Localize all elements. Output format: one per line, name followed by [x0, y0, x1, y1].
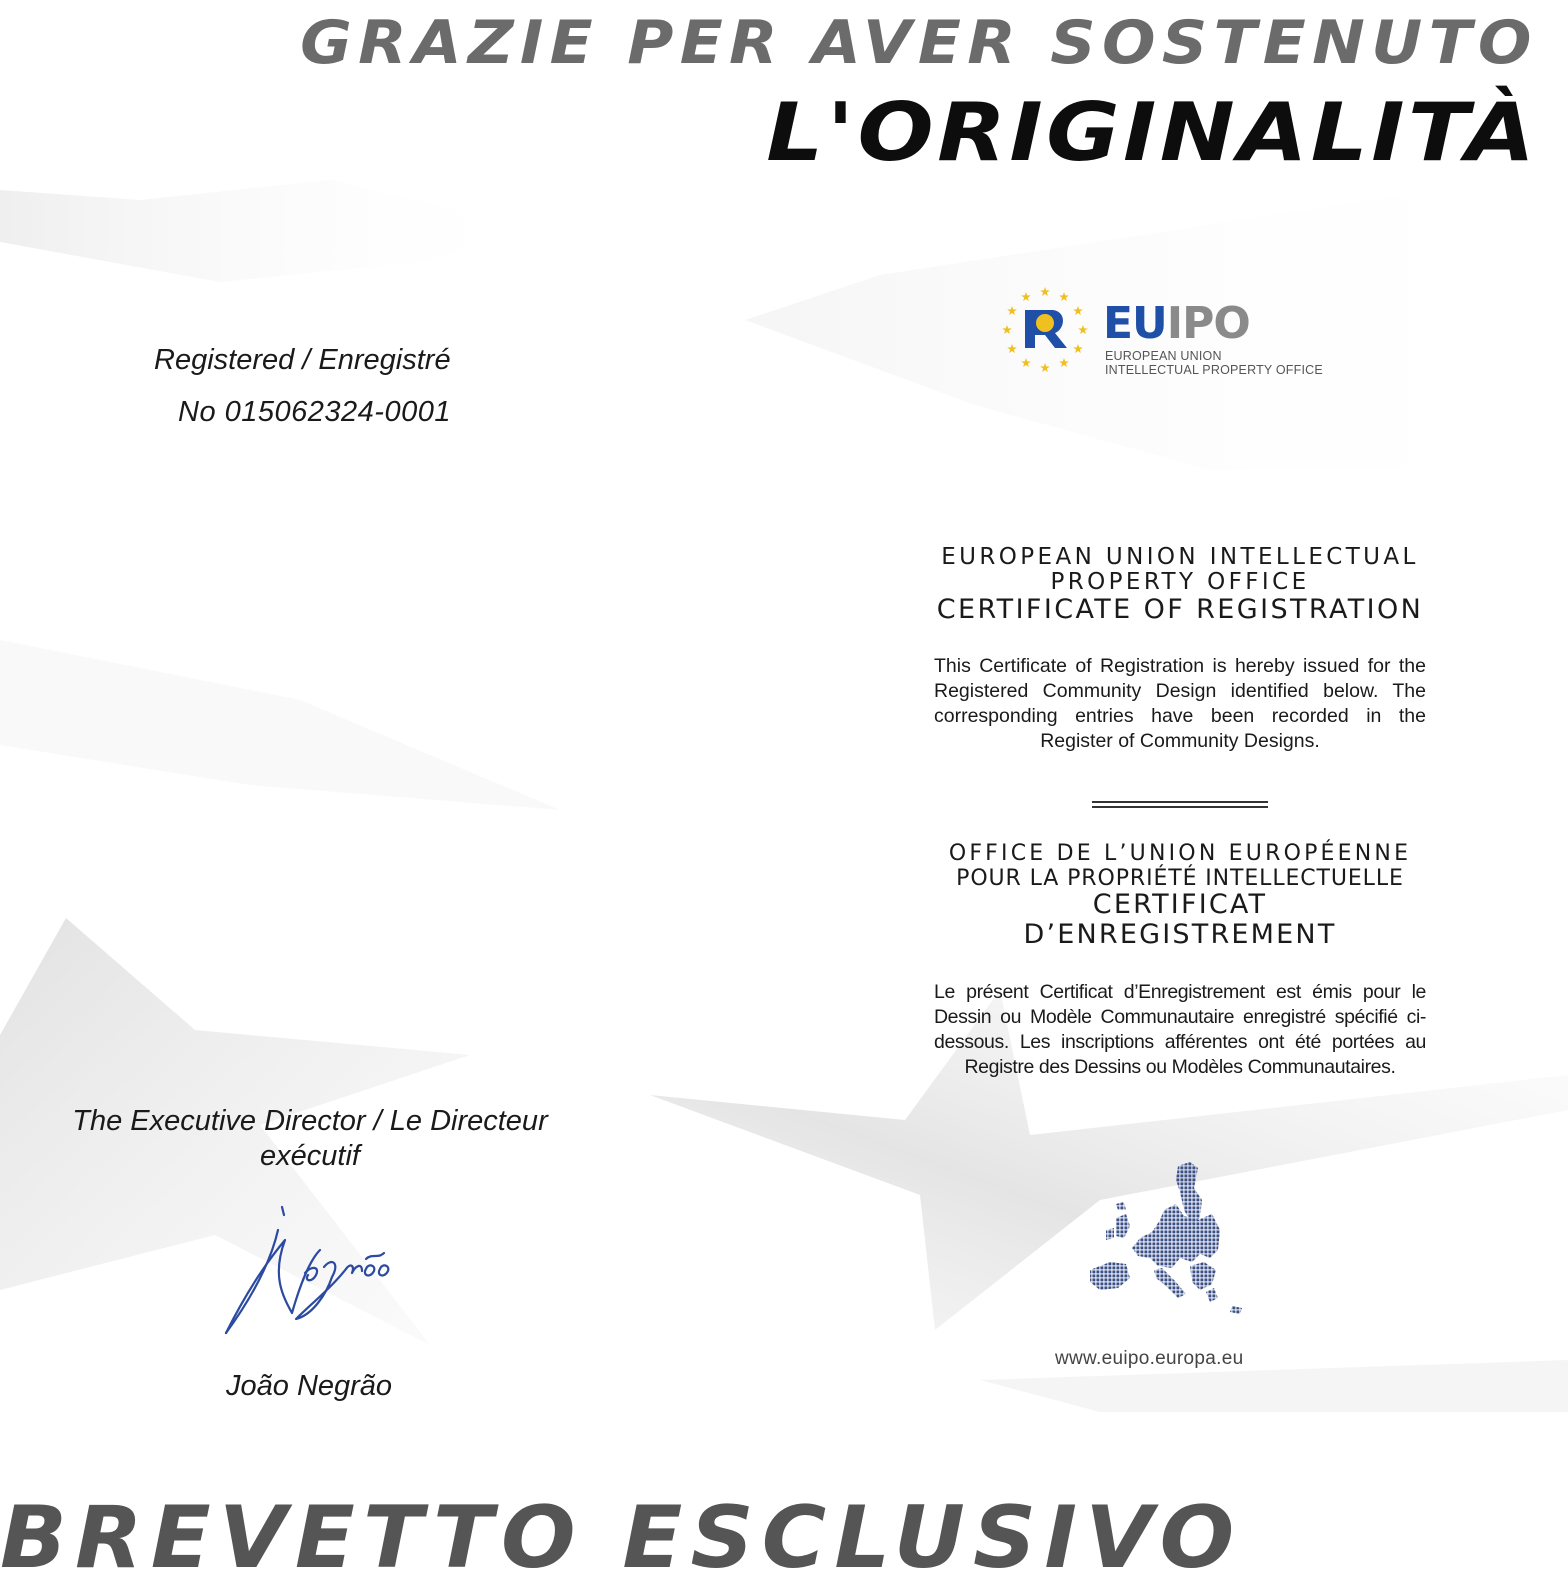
- logo-eu-text: EU: [1103, 298, 1167, 349]
- euipo-wordmark: [1103, 298, 1250, 349]
- director-name: João Negrão: [226, 1370, 393, 1402]
- registration-number: No 015062324-0001: [178, 396, 451, 428]
- en-office-name-line1: EUROPEAN UNION INTELLECTUAL: [941, 544, 1419, 570]
- euipo-logo: [995, 280, 1345, 390]
- registered-label: Registered / Enregistré: [154, 344, 451, 376]
- en-certificate-text: This Certificate of Registration is hereby issued for the Registered Community Design identified below. The corresponding entries have been recorded in the Register of Community Designs.: [934, 655, 1426, 752]
- en-office-name-line2: PROPERTY OFFICE: [1050, 569, 1310, 595]
- fr-office-name-line1: OFFICE DE L’UNION EUROPÉENNE: [948, 841, 1412, 866]
- headline-thanks: GRAZIE PER AVER SOSTENUTO: [300, 8, 1538, 78]
- euipo-stars-r-emblem-icon: [995, 280, 1095, 380]
- fr-certificate-title-line1: CERTIFICAT: [1092, 889, 1268, 920]
- director-signature: [200, 1195, 420, 1345]
- logo-subtitle-line2: INTELLECTUAL PROPERTY OFFICE: [1105, 363, 1323, 377]
- director-title: The Executive Director / Le Directeur exécutif: [72, 1105, 548, 1172]
- en-certificate-title: CERTIFICATE OF REGISTRATION: [936, 594, 1424, 625]
- fr-certificate-title-line2: D’ENREGISTREMENT: [1023, 919, 1337, 950]
- fr-certificate-text: Le présent Certificat d’Enregistrement est émis pour le Dessin ou Modèle Communautaire enregistré spécifié ci-dessous. Les inscriptions afférentes ont été portées au Registre des Dessins ou Modèles Communautaires.: [934, 981, 1426, 1078]
- euipo-website: www.euipo.europa.eu: [1055, 1348, 1244, 1369]
- logo-ipo-text: IPO: [1166, 298, 1250, 349]
- logo-subtitle: [1105, 349, 1323, 377]
- headline-exclusive-patent: BREVETTO ESCLUSIVO: [0, 1488, 1243, 1588]
- section-divider: [1092, 801, 1268, 808]
- europe-dot-map-icon: [1080, 1158, 1260, 1323]
- fr-office-name-line2: POUR LA PROPRIÉTÉ INTELLECTUELLE: [956, 866, 1404, 891]
- headline-originality: L'ORIGINALITÀ: [766, 86, 1538, 179]
- logo-subtitle-line1: EUROPEAN UNION: [1105, 349, 1222, 363]
